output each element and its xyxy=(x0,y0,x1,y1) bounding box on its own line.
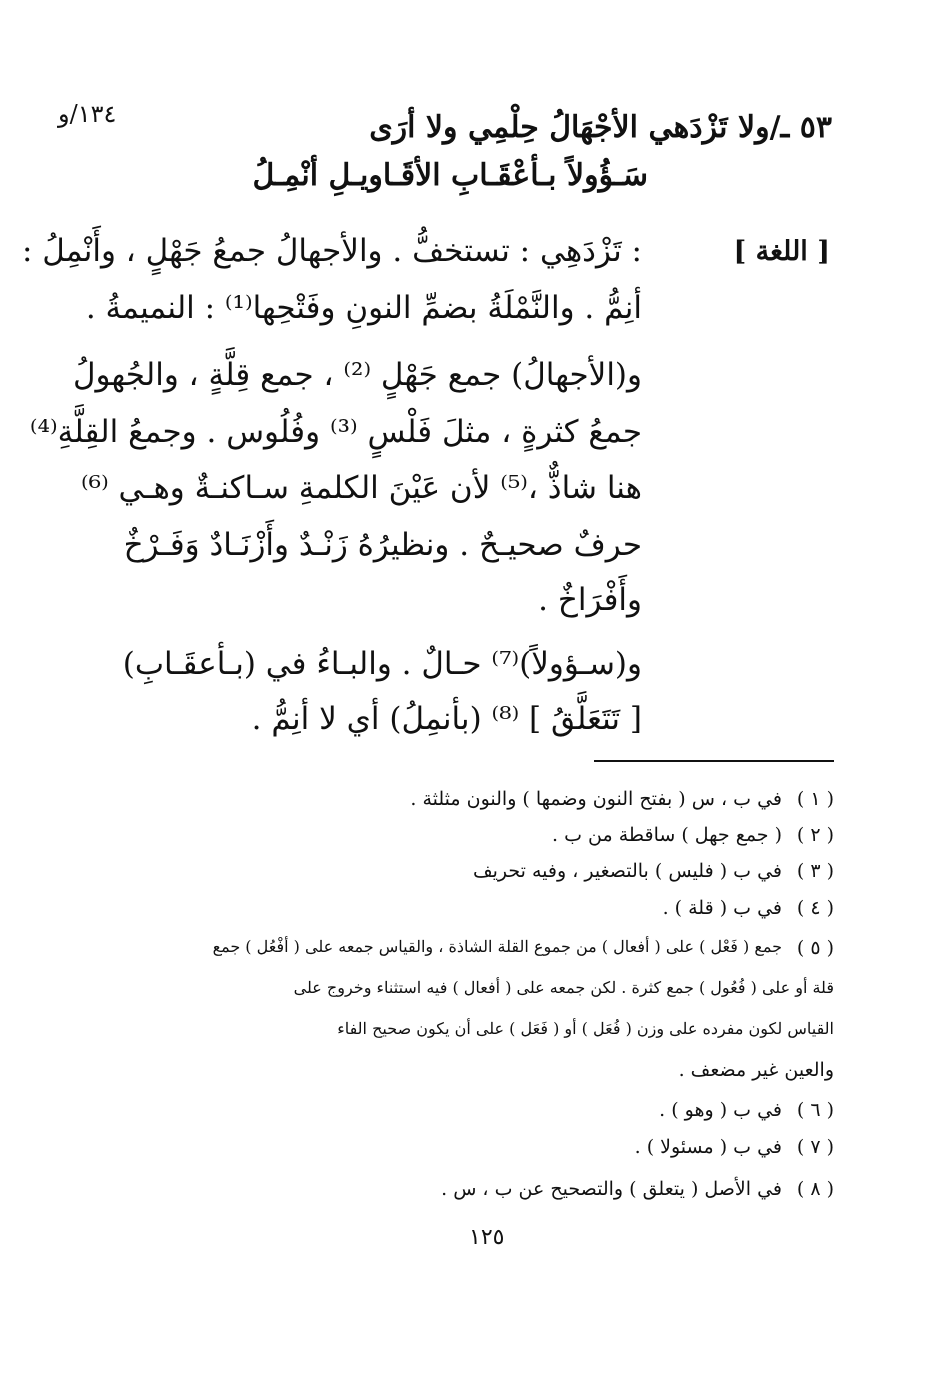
footnote-text: في الأصل ( يتعلق ) والتصحيح عن ب ، س . xyxy=(441,1178,782,1200)
footnote-text: ( جمع جهل ) ساقطة من ب . xyxy=(552,824,782,846)
body-line: و(سـؤولاً)⁽⁷⁾ حـالٌ . والبـاءُ في (بـأعقَـابِ) xyxy=(122,646,642,682)
footnote-number: ( ٤ ) xyxy=(796,897,834,919)
body-line: أنِمُّ . والنَّمْلَةُ بضمِّ النونِ وفَتْحِها⁽¹⁾ : النميمةُ . xyxy=(85,290,642,326)
footnote-text: قلة أو على ( فُعُول ) جمع كثرة . لكن جمعه على ( أفعال ) فيه استثناء وخروج على xyxy=(293,978,834,997)
body-line: [ تَتَعَلَّقُ ] ⁽⁸⁾ (بأنمِلُ) أي لا أنِمُّ . xyxy=(251,701,642,737)
footnote-number: ( ٧ ) xyxy=(796,1136,834,1158)
footnote-number: ( ٢ ) xyxy=(796,824,834,846)
body-line: وأَفْرَاخٌ . xyxy=(538,582,642,618)
footnote-number: ( ٥ ) xyxy=(796,937,834,959)
footnote-text: في ب ( قلة ) . xyxy=(662,897,782,919)
body-line: حرفٌ صحيـحٌ . ونظيرُهُ زَنْـدٌ وأَزْنَـادٌ وَفَـرْخٌ xyxy=(123,527,642,563)
verse-line-1: ٥٣ ـ/ولا تَزْدَهي الأجْهَالُ حِلْمِي ولا أرَى xyxy=(369,110,832,145)
body-line: هنا شاذٌّ ،⁽⁵⁾ لأن عَيْنَ الكلمةِ سـاكنـةٌ وهـي ⁽⁶⁾ xyxy=(81,470,642,506)
page-number: ١٢٥ xyxy=(469,1225,505,1250)
footnote-text: في ب ( فليس ) بالتصغير ، وفيه تحريف xyxy=(472,860,782,882)
verse-line-2: سَـؤُولاً بـأعْقَـابِ الأقَـاويـلِ أنْمِـلُ xyxy=(252,158,648,193)
footnote-number: ( ٣ ) xyxy=(796,860,834,882)
footnote-text: في ب ( مسئولا ) . xyxy=(634,1136,782,1158)
footnote-text: القياس لكون مفرده على وزن ( فُعَل ) أو ( فَعَل ) على أن يكون صحيح الفاء xyxy=(337,1019,834,1038)
footnote-text: جمع ( فَعْل ) على ( أفعال ) من جموع القلة الشاذة ، والقياس جمعه على ( أفْعُل ) جمع xyxy=(212,937,782,956)
body-line: : تَزْدَهِي : تستخفُّ . والأجهالُ جمعُ جَهْلٍ ، وأَنْمِلُ : xyxy=(22,233,642,269)
footnote-number: ( ٨ ) xyxy=(796,1178,834,1200)
body-line: جمعُ كثرةٍ ، مثلَ فَلْسٍ ⁽³⁾ وفُلُوس . وجمعُ القِلَّةِ⁽⁴⁾ xyxy=(29,414,642,450)
footnote-text: والعين غير مضعف . xyxy=(678,1059,834,1081)
footnote-separator xyxy=(594,760,834,762)
footnote-text: في ب ( وهو ) . xyxy=(659,1099,782,1121)
footnote-number: ( ٦ ) xyxy=(796,1099,834,1121)
footnote-number: ( ١ ) xyxy=(796,788,834,810)
margin-reference: ١٣٤/و xyxy=(58,100,117,128)
footnote-text: في ب ، س ( بفتح النون وضمها ) والنون مثلثة . xyxy=(410,788,782,810)
body-line: و(الأجهالُ) جمع جَهْلٍ ⁽²⁾ ، جمع قِلَّةٍ ، والجُهولُ xyxy=(72,357,642,393)
section-label: [ اللغة ] xyxy=(733,236,830,267)
